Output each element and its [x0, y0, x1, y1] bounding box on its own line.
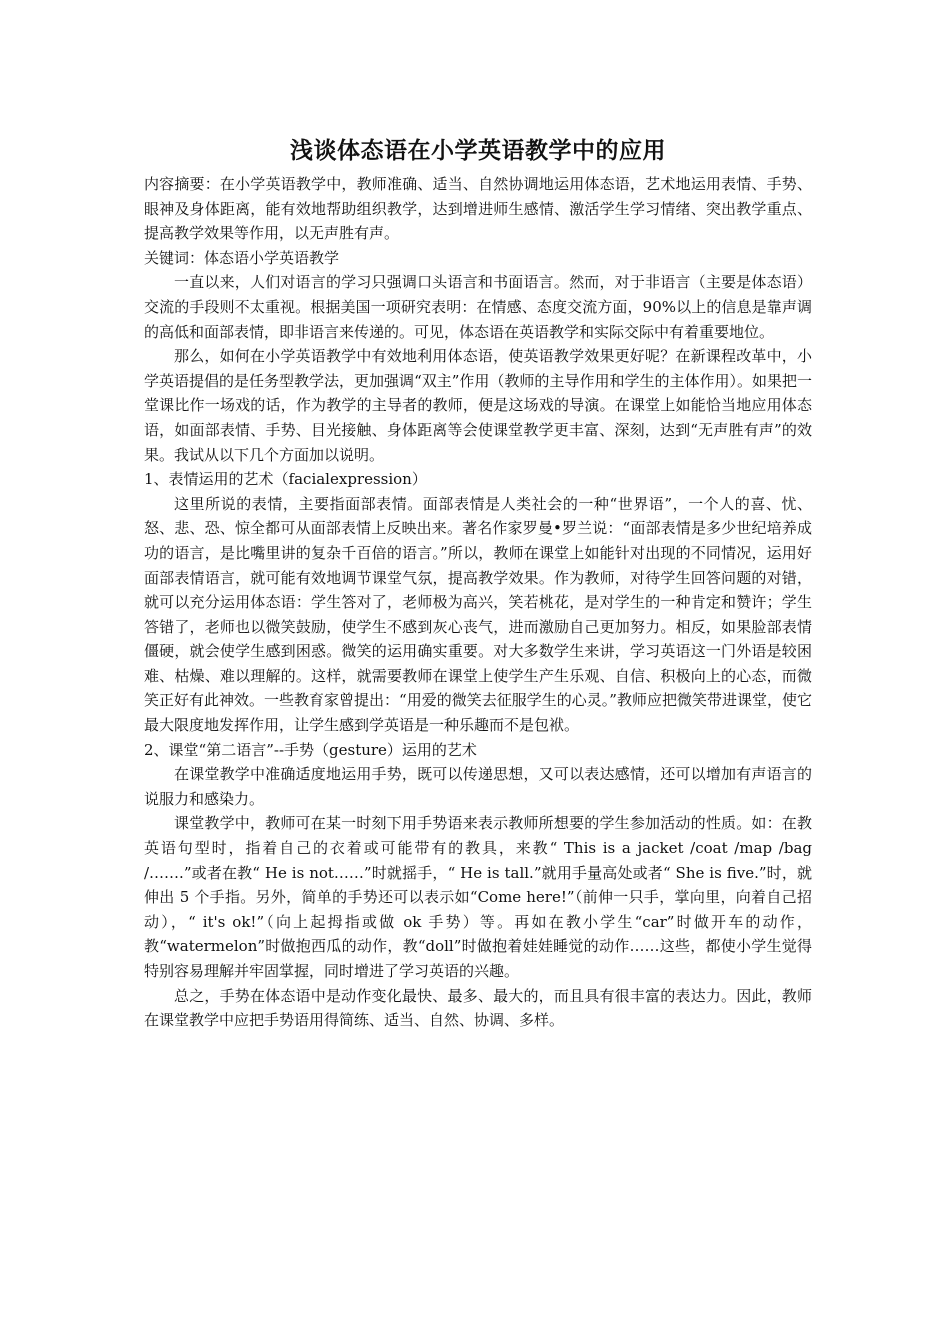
section-2-heading: 2、课堂“第二语言”--手势（gesture）运用的艺术	[144, 740, 477, 759]
abstract: 内容摘要：在小学英语教学中，教师准确、适当、自然协调地运用体态语，艺术地运用表情、手势、眼神及身体距离，能有效地帮助组织教学，达到增进师生感情、激活学生学习情绪、突出教学重点、提高教学效果等作用，以无声胜有声。	[144, 175, 812, 243]
section-2-paragraph-3: 总之，手势在体态语中是动作变化最快、最多、最大的，而且具有很丰富的表达力。因此，教师在课堂教学中应把手势语用得简练、适当、自然、协调、多样。	[144, 986, 812, 1030]
document-page	[144, 128, 812, 1033]
intro-paragraph-1: 一直以来，人们对语言的学习只强调口头语言和书面语言。然而，对于非语言（主要是体态语）交流的手段则不太重视。根据美国一项研究表明：在情感、态度交流方面，90%以上的信息是靠声调的高低和面部表情，即非语言来传递的。可见，体态语在英语教学和实际交际中有着重要地位。	[144, 273, 812, 341]
section-1-paragraph-1: 这里所说的表情，主要指面部表情。面部表情是人类社会的一种“世界语”，一个人的喜、忧、怒、悲、恐、惊全都可从面部表情上反映出来。著名作家罗曼•罗兰说：“面部表情是多少世纪培养成功的语言，是比嘴里讲的复杂千百倍的语言。”所以，教师在课堂上如能针对出现的不同情况，运用好面部表情语言，就可能有效地调节课堂气氛，提高教学效果。作为教师，对待学生回答问题的对错，就可以充分运用体态语：学生答对了，老师极为高兴，笑若桃花，是对学生的一种肯定和赞许；学生答错了，老师也以微笑鼓励，使学生不感到灰心丧气，进而激励自己更加努力。相反，如果脸部表情僵硬，就会使学生感到困惑。微笑的运用确实重要。对大多数学生来讲，学习英语这一门外语是较困难、枯燥、难以理解的。这样，就需要教师在课堂上使学生产生乐观、自信、积极向上的心态，而微笑正好有此神效。一些教育家曾提出：“用爱的微笑去征服学生的心灵。”教师应把微笑带进课堂，使它最大限度地发挥作用，让学生感到学英语是一种乐趣而不是包袱。	[144, 494, 812, 735]
document-title: 浅谈体态语在小学英语教学中的应用	[290, 138, 666, 164]
section-2-paragraph-2: 课堂教学中，教师可在某一时刻下用手势语来表示教师所想要的学生参加活动的性质。如：在教英语句型时，指着自己的衣着或可能带有的教具，来教“ This is a jacket /coat /map /bag /…….”或者在教“ He is not……”时就摇手，“ He is tall.”就用手量高处或者“ She is five.”时，就伸出 5 个手指。另外，简单的手势还可以表示如“Come here!”（前伸一只手，掌向里，向着自己招动），“ it's ok!”（向上起拇指或做 ok 手势）等。再如在教小学生“car”时做开车的动作，教“watermelon”时做抱西瓜的动作，教“doll”时做抱着娃娃睡觉的动作……这些，都使小学生觉得特别容易理解并牢固掌握，同时增进了学习英语的兴趣。	[144, 814, 812, 980]
section-2-paragraph-1: 在课堂教学中准确适度地运用手势，既可以传递思想，又可以表达感情，还可以增加有声语言的说服力和感染力。	[144, 765, 812, 808]
keywords: 关键词：体态语小学英语教学	[144, 248, 340, 267]
section-1-heading: 1、表情运用的艺术（facialexpression）	[144, 470, 427, 489]
intro-paragraph-2: 那么，如何在小学英语教学中有效地利用体态语，使英语教学效果更好呢？在新课程改革中，小学英语提倡的是任务型教学法，更加强调“双主”作用（教师的主导作用和学生的主体作用）。如果把一堂课比作一场戏的话，作为教学的主导者的教师，便是这场戏的导演。在课堂上如能恰当地应用体态语，如面部表情、手势、目光接触、身体距离等会使课堂教学更丰富、深刻，达到“无声胜有声”的效果。我试从以下几个方面加以说明。	[144, 347, 812, 464]
